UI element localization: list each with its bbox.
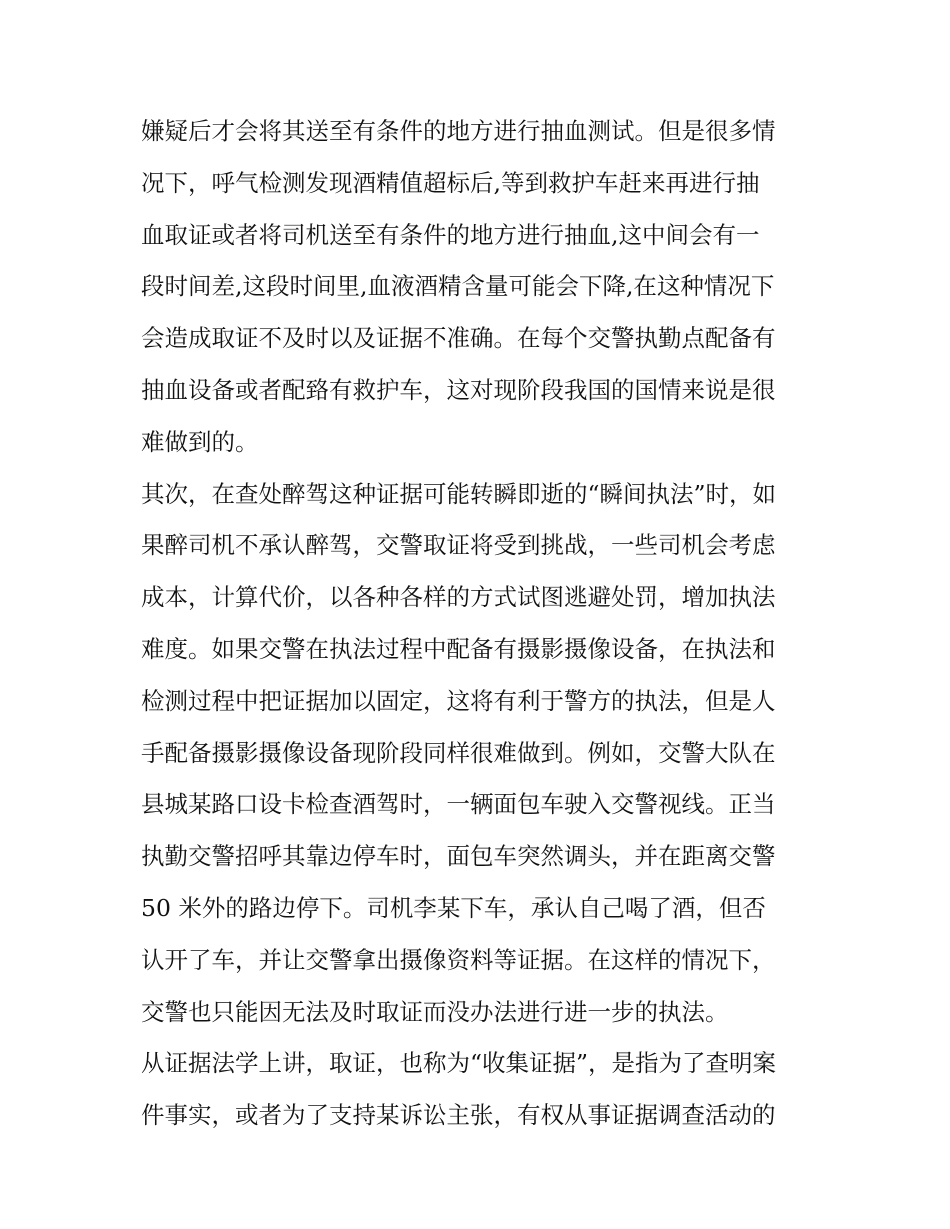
text-line: 检测过程中把证据加以固定，这将有利于警方的执法，但是人 [141,686,776,715]
text-line: 况下，呼气检测发现酒精值超标后,等到救护车赶来再进行抽 [141,168,760,197]
text-line: 交警也只能因无法及时取证而没办法进行进一步的执法。 [141,997,729,1026]
text-line: 血取证或者将司机送至有条件的地方进行抽血,这中间会有一 [141,220,760,249]
text-line: 会造成取证不及时以及证据不准确。在每个交警执勤点配备有 [141,324,776,353]
body-text [141,106,821,1142]
text-line: 件事实，或者为了支持某诉讼主张，有权从事证据调查活动的 [141,1101,776,1130]
text-line: 段时间差,这段时间里,血液酒精含量可能会下降,在这种情况下 [141,272,775,301]
text-line: 难做到的。 [141,427,259,456]
text-line: 从证据法学上讲，取证，也称为“收集证据”，是指为了查明案 [141,1049,777,1078]
text-line: 执勤交警招呼其靠边停车时，面包车突然调头，并在距离交警 [141,842,776,871]
text-line: 其次，在查处醉驾这种证据可能转瞬即逝的“瞬间执法”时，如 [141,479,777,508]
text-line: 县城某路口设卡检查酒驾时，一辆面包车驶入交警视线。正当 [141,790,776,819]
text-line: 50 米外的路边停下。司机李某下车，承认自己喝了酒，但否 [141,893,766,922]
text-line: 嫌疑后才会将其送至有条件的地方进行抽血测试。但是很多情 [141,117,776,145]
text-line: 认开了车，并让交警拿出摄像资料等证据。在这样的情况下， [141,945,776,974]
text-line: 手配备摄影摄像设备现阶段同样很难做到。例如，交警大队在 [141,738,776,767]
text-line: 成本，计算代价，以各种各样的方式试图逃避处罚，增加执法 [141,583,776,612]
text-line: 果醉司机不承认醉驾，交警取证将受到挑战，一些司机会考虑 [141,531,776,560]
text-line: 抽血设备或者配臵有救护车，这对现阶段我国的国情来说是很 [141,375,776,404]
text-line: 难度。如果交警在执法过程中配备有摄影摄像设备，在执法和 [141,634,776,663]
